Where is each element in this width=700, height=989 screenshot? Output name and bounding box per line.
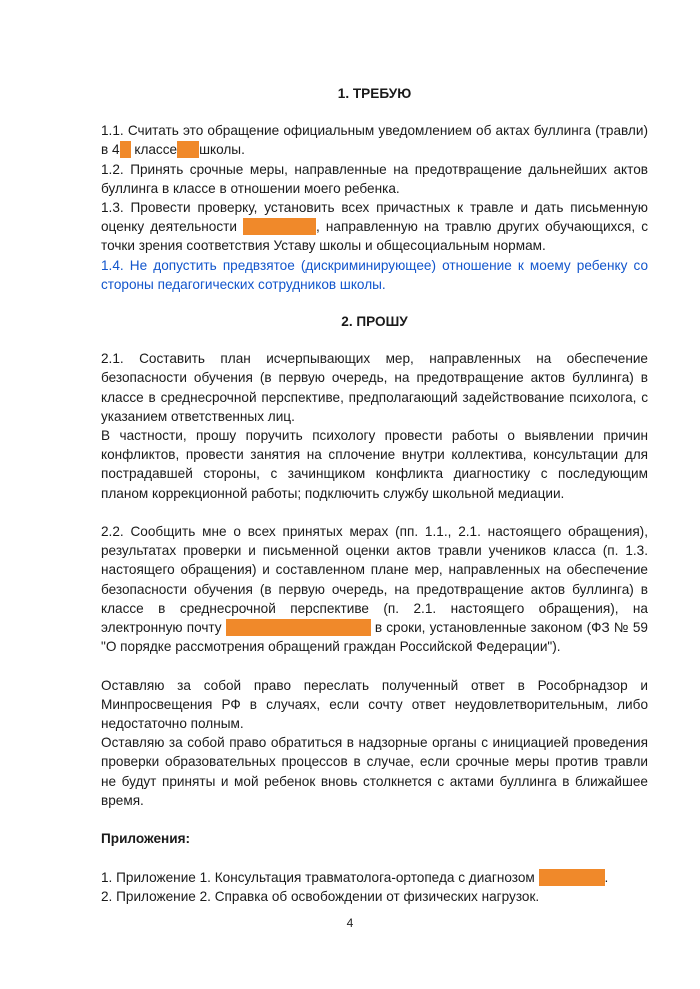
spacer (101, 503, 648, 522)
item-2-2-text-a: 2.2. Сообщить мне о всех принятых мерах (пп. 1.1., 2.1. настоящего обращения), результатах проверки и письменной оценки актов травли учеников класса (п. 1.3. настоящего обращения) и составленном плане мер, направленных на обеспечение безопасности обучения (в первую очередь, на предотвращение актов буллинга) в классе в среднесрочной перспективе (п. 2.1. настоящего обращения), на электронную почту (101, 524, 648, 636)
attachment-1-text: 1. Приложение 1. Консультация травматолога-ортопеда с диагнозом (101, 869, 539, 885)
item-2-2-text-b: в сроки, установленные законом (ФЗ № 59 "О порядке рассмотрения обращений граждан Российской Федерации"). (101, 620, 648, 655)
reservation-2: Оставляю за собой право обратиться в надзорные органы с инициацией проведения проверки образовательных процессов в случае, если срочные меры против травли не будут приняты и мой ребенок вновь столкнется с актами буллинга в ближайшее время. (101, 735, 648, 808)
item-1-3-text-a: 1.3. Провести проверку, установить всех причастных к травле и дать письменную оценку деятельности (101, 200, 648, 235)
item-1-3-text-b: , направленную на травлю других обучающихся, с точки зрения соответствия Уставу школы и общесоциальным нормам. (101, 219, 648, 254)
item-1-3 (101, 198, 648, 256)
redacted-student-name (243, 218, 316, 235)
item-1-1-text-a: 1.1. Считать это обращение официальным уведомлением об актах буллинга (травли) в 4 (101, 123, 648, 158)
section-heading-demand: 1. ТРЕБУЮ (337, 86, 412, 101)
item-2-2 (101, 522, 648, 656)
redacted-class-letter (120, 141, 131, 158)
attachment-2: 2. Приложение 2. Справка об освобождении от физических нагрузок. (101, 888, 540, 904)
page-number: 4 (346, 916, 354, 930)
item-1-1 (101, 121, 648, 159)
item-1-1-text-c: школы. (199, 142, 245, 158)
item-2-1: 2.1. Составить план исчерпывающих мер, направленных на обеспечение безопасности обучения (в первую очередь, на предотвращение актов буллинга) в классе в среднесрочной перспективе, предполагающий задействование психолога, с указанием ответственных лиц. (101, 351, 648, 424)
document-page (101, 84, 648, 906)
spacer (101, 656, 648, 675)
attachment-1 (101, 868, 648, 887)
item-1-1-text-b: классе (130, 142, 178, 158)
item-1-4: 1.4. Не допустить предвзятое (дискриминирующее) отношение к моему ребенку со стороны педагогических сотрудников школы. (101, 257, 648, 292)
attachments-title: Приложения: (101, 831, 191, 847)
section-heading-request: 2. ПРОШУ (341, 314, 408, 330)
spacer (101, 848, 648, 867)
reservation-1: Оставляю за собой право переслать полученный ответ в Рособрнадзор и Минпросвещения РФ в случаях, если сочту ответ неудовлетворительным, либо недостаточно полным. (101, 677, 648, 732)
item-2-1-detail: В частности, прошу поручить психологу провести работы о выявлении причин конфликтов, провести занятия на сплочение внутри коллектива, консультации для пострадавшей стороны, с зачинщиком конфликта диагностику с последующим планом коррекционной работы; подключить службу школьной медиации. (101, 428, 648, 501)
attachment-1-end: . (604, 869, 609, 885)
item-1-2: 1.2. Принять срочные меры, направленные на предотвращение дальнейших актов буллинга в классе в отношении моего ребенка. (101, 161, 648, 196)
spacer (101, 810, 648, 829)
redacted-email (226, 619, 371, 636)
redacted-school-number (177, 141, 199, 158)
redacted-diagnosis (539, 869, 605, 886)
